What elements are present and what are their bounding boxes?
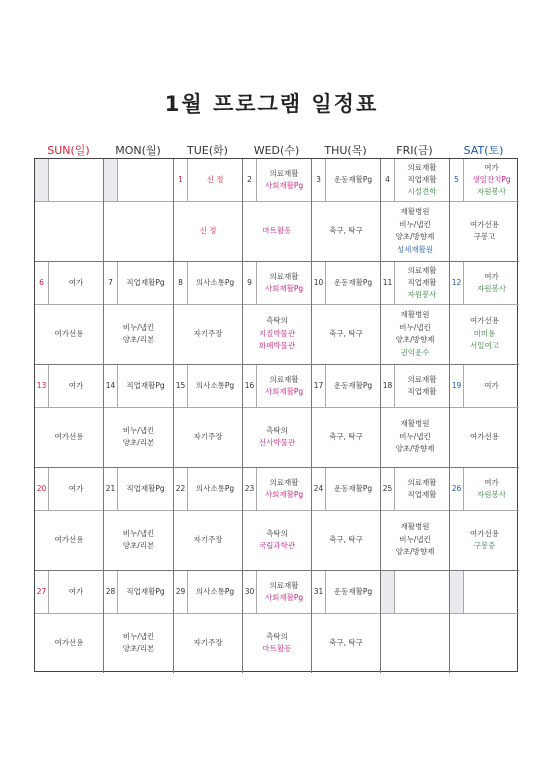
activity-details	[312, 407, 380, 467]
program-name: 의료재활	[269, 169, 299, 178]
program-name: 여가	[68, 484, 84, 493]
activity-line: 양초/방향제	[395, 547, 435, 557]
program-name: 직업재활	[407, 278, 437, 287]
day-program-header	[104, 159, 173, 202]
activity-line: 축구, 탁구	[329, 534, 363, 544]
day-number: 12	[450, 262, 464, 304]
weekday-label: WED(수)	[253, 144, 300, 157]
calendar-day-cell	[450, 468, 519, 571]
activity-line: 축구, 탁구	[329, 431, 363, 441]
day-program-header	[243, 571, 311, 614]
day-program-header	[174, 159, 242, 202]
program-list	[464, 365, 519, 407]
program-name: 운동재활Pg	[333, 381, 373, 390]
program-name: 의료재활	[269, 375, 299, 384]
program-name: 직업재활Pg	[126, 278, 165, 287]
program-list	[188, 468, 242, 510]
day-program-header	[35, 468, 103, 511]
program-name: 여가	[68, 587, 84, 596]
calendar-day-cell	[35, 365, 104, 468]
calendar-day-cell	[104, 159, 174, 262]
day-number: 6	[35, 262, 49, 304]
day-program-header	[35, 262, 103, 305]
weekday-label: FRI(금)	[396, 144, 433, 157]
day-program-header	[35, 159, 103, 202]
activity-details	[381, 613, 449, 673]
activity-details	[312, 613, 380, 673]
program-name: 시설견학	[407, 187, 437, 196]
day-number	[35, 159, 49, 201]
calendar-day-cell	[381, 571, 450, 673]
program-name: 여가	[68, 278, 84, 287]
program-name: 운동재활Pg	[333, 278, 373, 287]
program-list	[326, 262, 380, 304]
program-list	[464, 468, 519, 510]
activity-line: 양초/리본	[122, 438, 155, 447]
day-program-header	[381, 262, 449, 305]
calendar-day-cell	[243, 468, 312, 571]
activity-line: 양초/리본	[122, 335, 155, 344]
day-number: 24	[312, 468, 326, 510]
day-number: 23	[243, 468, 257, 510]
program-list	[257, 468, 311, 510]
day-program-header	[381, 571, 449, 614]
program-name: 자원봉사	[407, 290, 437, 299]
program-list	[257, 571, 311, 613]
program-name: 사회재활Pg	[264, 181, 304, 190]
activity-details	[381, 510, 449, 570]
activity-details	[174, 304, 242, 364]
activity-line: 선사박물관	[258, 438, 296, 447]
weekday-label: TUE(화)	[187, 144, 228, 157]
activity-details	[35, 613, 103, 673]
program-list	[118, 468, 173, 510]
program-list	[49, 365, 103, 407]
program-list	[464, 262, 519, 304]
activity-line: 양초/리본	[122, 644, 155, 653]
program-name: 직업재활Pg	[126, 484, 165, 493]
program-name: 직업재활Pg	[126, 587, 165, 596]
day-number: 11	[381, 262, 395, 304]
activity-details	[381, 407, 449, 467]
day-program-header	[243, 365, 311, 408]
program-list	[188, 571, 242, 613]
activity-line: 양초/방향제	[395, 335, 435, 344]
activity-details	[381, 201, 449, 261]
day-program-header	[174, 571, 242, 614]
program-name: 운동재활Pg	[333, 484, 373, 493]
program-name: 자원봉사	[477, 490, 506, 499]
calendar-day-cell	[104, 365, 174, 468]
program-list	[188, 159, 242, 201]
day-number: 22	[174, 468, 188, 510]
activity-line: 서일여고	[470, 341, 499, 351]
activity-line: 여가선용	[54, 534, 84, 544]
day-program-header	[312, 571, 380, 614]
calendar-day-cell	[243, 159, 312, 262]
activity-line: 축구, 탁구	[329, 637, 363, 647]
day-program-header	[450, 262, 519, 305]
day-program-header	[104, 468, 173, 511]
program-name: 사회재활Pg	[264, 490, 304, 499]
calendar-day-cell	[243, 365, 312, 468]
program-name: 운동재활Pg	[333, 175, 373, 184]
activity-line: 자기주장	[193, 431, 223, 441]
activity-line: 국립과학관	[258, 541, 296, 550]
day-number: 16	[243, 365, 257, 407]
activity-details	[450, 613, 519, 673]
calendar-day-cell	[450, 262, 519, 365]
activity-line: 구봉중	[473, 541, 496, 550]
day-number: 10	[312, 262, 326, 304]
program-name: 의사소통Pg	[195, 278, 235, 287]
weekday-label: SUN(일)	[47, 144, 90, 157]
activity-line: 자기주장	[193, 637, 223, 647]
program-name: 의료재활	[407, 478, 437, 487]
program-name: 사회재활Pg	[264, 593, 304, 602]
day-program-header	[312, 468, 380, 511]
day-number: 5	[450, 159, 464, 201]
program-name: 여가	[484, 163, 499, 172]
activity-line: 마트활동	[262, 644, 292, 653]
program-name: 의료재활	[407, 375, 437, 384]
activity-details	[174, 510, 242, 570]
day-number: 4	[381, 159, 395, 201]
calendar-day-cell	[35, 262, 104, 365]
program-name: 의료재활	[269, 478, 299, 487]
program-list	[326, 571, 380, 613]
activity-line: 마트활동	[262, 225, 292, 235]
activity-details	[35, 304, 103, 364]
activity-line: 비누/냅킨	[399, 534, 431, 544]
activity-details	[450, 201, 519, 261]
activity-line: 비누/냅킨	[122, 528, 155, 538]
calendar-day-cell	[35, 468, 104, 571]
program-name: 여가	[484, 272, 499, 281]
day-number	[381, 571, 395, 613]
program-name: 의사소통Pg	[195, 381, 235, 390]
program-name: 의료재활	[407, 266, 437, 275]
activity-details	[243, 304, 311, 364]
activity-line: 비누/냅킨	[399, 219, 431, 229]
day-program-header	[104, 571, 173, 614]
activity-details	[243, 510, 311, 570]
day-program-header	[381, 365, 449, 408]
calendar-day-cell	[312, 571, 381, 673]
activity-details	[450, 510, 519, 570]
day-program-header	[312, 365, 380, 408]
day-program-header	[174, 365, 242, 408]
activity-line: 측탁의	[266, 631, 288, 641]
activity-line: 여가선용	[54, 328, 84, 338]
program-name: 운동재활Pg	[333, 587, 373, 596]
activity-details	[312, 304, 380, 364]
day-number: 29	[174, 571, 188, 613]
program-list	[49, 571, 103, 613]
program-name: 의료재활	[407, 163, 437, 172]
activity-details	[35, 201, 103, 261]
day-program-header	[35, 571, 103, 614]
activity-line: 구봉고	[473, 232, 496, 241]
program-list	[118, 159, 173, 201]
program-list	[326, 159, 380, 201]
day-program-header	[243, 262, 311, 305]
calendar-day-cell	[174, 571, 243, 673]
activity-line: 지질박물관	[258, 328, 296, 338]
day-number: 28	[104, 571, 118, 613]
program-name: 직업재활	[407, 175, 437, 184]
program-list	[49, 468, 103, 510]
program-list	[326, 468, 380, 510]
calendar-day-cell	[35, 159, 104, 262]
day-number: 27	[35, 571, 49, 613]
day-number: 2	[243, 159, 257, 201]
program-list	[395, 571, 449, 613]
weekday-label: MON(월)	[115, 144, 161, 157]
calendar-day-cell	[174, 365, 243, 468]
activity-line: 여가선용	[54, 637, 84, 647]
program-name: 여가	[484, 381, 499, 390]
day-program-header	[243, 159, 311, 202]
calendar-day-cell	[381, 365, 450, 468]
weekday-label: THU(목)	[324, 144, 367, 157]
activity-details	[104, 613, 173, 673]
program-name: 여가	[484, 478, 499, 487]
program-list	[188, 365, 242, 407]
program-list	[326, 365, 380, 407]
program-name: 직업재활Pg	[126, 381, 165, 390]
calendar-day-cell	[243, 571, 312, 673]
calendar-day-cell	[381, 262, 450, 365]
day-program-header	[381, 159, 449, 202]
program-list	[49, 262, 103, 304]
activity-line: 축구, 탁구	[329, 328, 363, 338]
calendar-day-cell	[381, 468, 450, 571]
calendar-day-cell	[450, 571, 519, 673]
day-number: 31	[312, 571, 326, 613]
calendar-day-cell	[312, 365, 381, 468]
program-name: 생일잔치Pg	[472, 175, 511, 184]
program-name: 신 정	[206, 175, 224, 184]
day-program-header	[312, 262, 380, 305]
day-number: 21	[104, 468, 118, 510]
day-number: 25	[381, 468, 395, 510]
activity-line: 미미용	[473, 328, 496, 338]
day-number: 20	[35, 468, 49, 510]
activity-line: 축구, 탁구	[329, 225, 363, 235]
program-name: 직업재활	[407, 387, 437, 396]
activity-line: 비누/냅킨	[122, 631, 155, 641]
calendar-day-cell	[104, 262, 174, 365]
activity-line: 신 정	[199, 225, 217, 235]
day-number	[104, 159, 118, 201]
activity-details	[381, 304, 449, 364]
program-name: 직업재활	[407, 490, 437, 499]
program-name: 의료재활	[269, 272, 299, 281]
calendar-day-cell	[450, 365, 519, 468]
day-program-header	[381, 468, 449, 511]
day-number: 13	[35, 365, 49, 407]
day-number: 14	[104, 365, 118, 407]
day-number: 19	[450, 365, 464, 407]
program-name: 의사소통Pg	[195, 484, 235, 493]
activity-line: 재활병원	[400, 207, 430, 216]
day-program-header	[450, 365, 519, 408]
day-number: 1	[174, 159, 188, 201]
program-list	[395, 159, 449, 201]
activity-details	[174, 613, 242, 673]
program-list	[395, 468, 449, 510]
program-name: 여가	[68, 381, 84, 390]
activity-line: 재활병원	[400, 419, 430, 429]
activity-line: 비누/냅킨	[399, 431, 431, 441]
activity-line: 비누/냅킨	[122, 322, 155, 332]
day-program-header	[243, 468, 311, 511]
day-program-header	[35, 365, 103, 408]
calendar-day-cell	[312, 468, 381, 571]
program-list	[395, 365, 449, 407]
day-program-header	[312, 159, 380, 202]
calendar-day-cell	[174, 159, 243, 262]
day-program-header	[450, 571, 519, 614]
day-program-header	[104, 262, 173, 305]
activity-details	[104, 510, 173, 570]
activity-line: 여가선용	[54, 431, 84, 441]
program-list	[464, 571, 519, 613]
day-program-header	[450, 159, 519, 202]
activity-line: 비누/냅킨	[399, 322, 431, 332]
day-program-header	[174, 262, 242, 305]
activity-details	[104, 407, 173, 467]
activity-details	[104, 304, 173, 364]
activity-details	[312, 510, 380, 570]
calendar-day-cell	[174, 262, 243, 365]
day-number: 3	[312, 159, 326, 201]
day-program-header	[174, 468, 242, 511]
program-list	[118, 262, 173, 304]
activity-line: 여가선용	[470, 316, 499, 326]
program-list	[188, 262, 242, 304]
calendar-day-cell	[450, 159, 519, 262]
activity-line: 양초/방향제	[395, 444, 435, 454]
day-number: 9	[243, 262, 257, 304]
program-list	[49, 159, 103, 201]
calendar-grid	[34, 158, 518, 672]
activity-line: 비누/냅킨	[122, 425, 155, 435]
calendar-day-cell	[104, 571, 174, 673]
day-number: 26	[450, 468, 464, 510]
day-number: 15	[174, 365, 188, 407]
program-name: 사회재활Pg	[264, 387, 304, 396]
program-list	[118, 365, 173, 407]
activity-line: 화폐박물관	[258, 341, 296, 351]
activity-details	[35, 407, 103, 467]
program-list	[395, 262, 449, 304]
activity-line: 측탁의	[266, 425, 288, 435]
calendar-day-cell	[312, 262, 381, 365]
activity-details	[312, 201, 380, 261]
weekday-label: SAT(토)	[463, 144, 504, 157]
calendar-day-cell	[243, 262, 312, 365]
activity-line: 양초/리본	[122, 541, 155, 550]
page-title: 1월 프로그램 일정표	[164, 92, 379, 116]
activity-line: 여가선용	[470, 528, 499, 538]
activity-line: 재활병원	[400, 310, 430, 319]
activity-details	[174, 407, 242, 467]
activity-details	[450, 304, 519, 364]
program-list	[464, 159, 519, 201]
day-number: 8	[174, 262, 188, 304]
program-list	[118, 571, 173, 613]
activity-details	[243, 407, 311, 467]
program-name: 의료재활	[269, 581, 299, 590]
activity-details	[243, 613, 311, 673]
program-name: 의사소통Pg	[195, 587, 235, 596]
activity-details	[243, 201, 311, 261]
day-number: 17	[312, 365, 326, 407]
activity-line: 재활병원	[400, 522, 430, 532]
day-number: 18	[381, 365, 395, 407]
activity-details	[174, 201, 242, 261]
activity-line: 측탁의	[266, 316, 288, 326]
calendar-day-cell	[35, 571, 104, 673]
day-number	[450, 571, 464, 613]
program-list	[257, 262, 311, 304]
activity-details	[104, 201, 173, 261]
activity-line: 자기주장	[193, 534, 223, 544]
day-program-header	[450, 468, 519, 511]
activity-line: 여가선용	[470, 219, 499, 229]
activity-line: 양초/방향제	[395, 232, 435, 241]
program-name: 사회재활Pg	[264, 284, 304, 293]
program-list	[257, 365, 311, 407]
program-name: 자원봉사	[477, 284, 506, 293]
activity-line: 성세재활원	[396, 244, 434, 254]
activity-line: 측탁의	[266, 528, 288, 538]
activity-line: 여가선용	[470, 431, 499, 441]
day-number: 7	[104, 262, 118, 304]
activity-details	[450, 407, 519, 467]
calendar-day-cell	[381, 159, 450, 262]
activity-line: 권익운수	[400, 347, 430, 357]
program-name: 자원봉사	[477, 187, 506, 196]
calendar-day-cell	[174, 468, 243, 571]
day-program-header	[104, 365, 173, 408]
calendar-day-cell	[312, 159, 381, 262]
program-list	[257, 159, 311, 201]
activity-line: 자기주장	[193, 328, 223, 338]
calendar-day-cell	[104, 468, 174, 571]
activity-details	[35, 510, 103, 570]
day-number: 30	[243, 571, 257, 613]
